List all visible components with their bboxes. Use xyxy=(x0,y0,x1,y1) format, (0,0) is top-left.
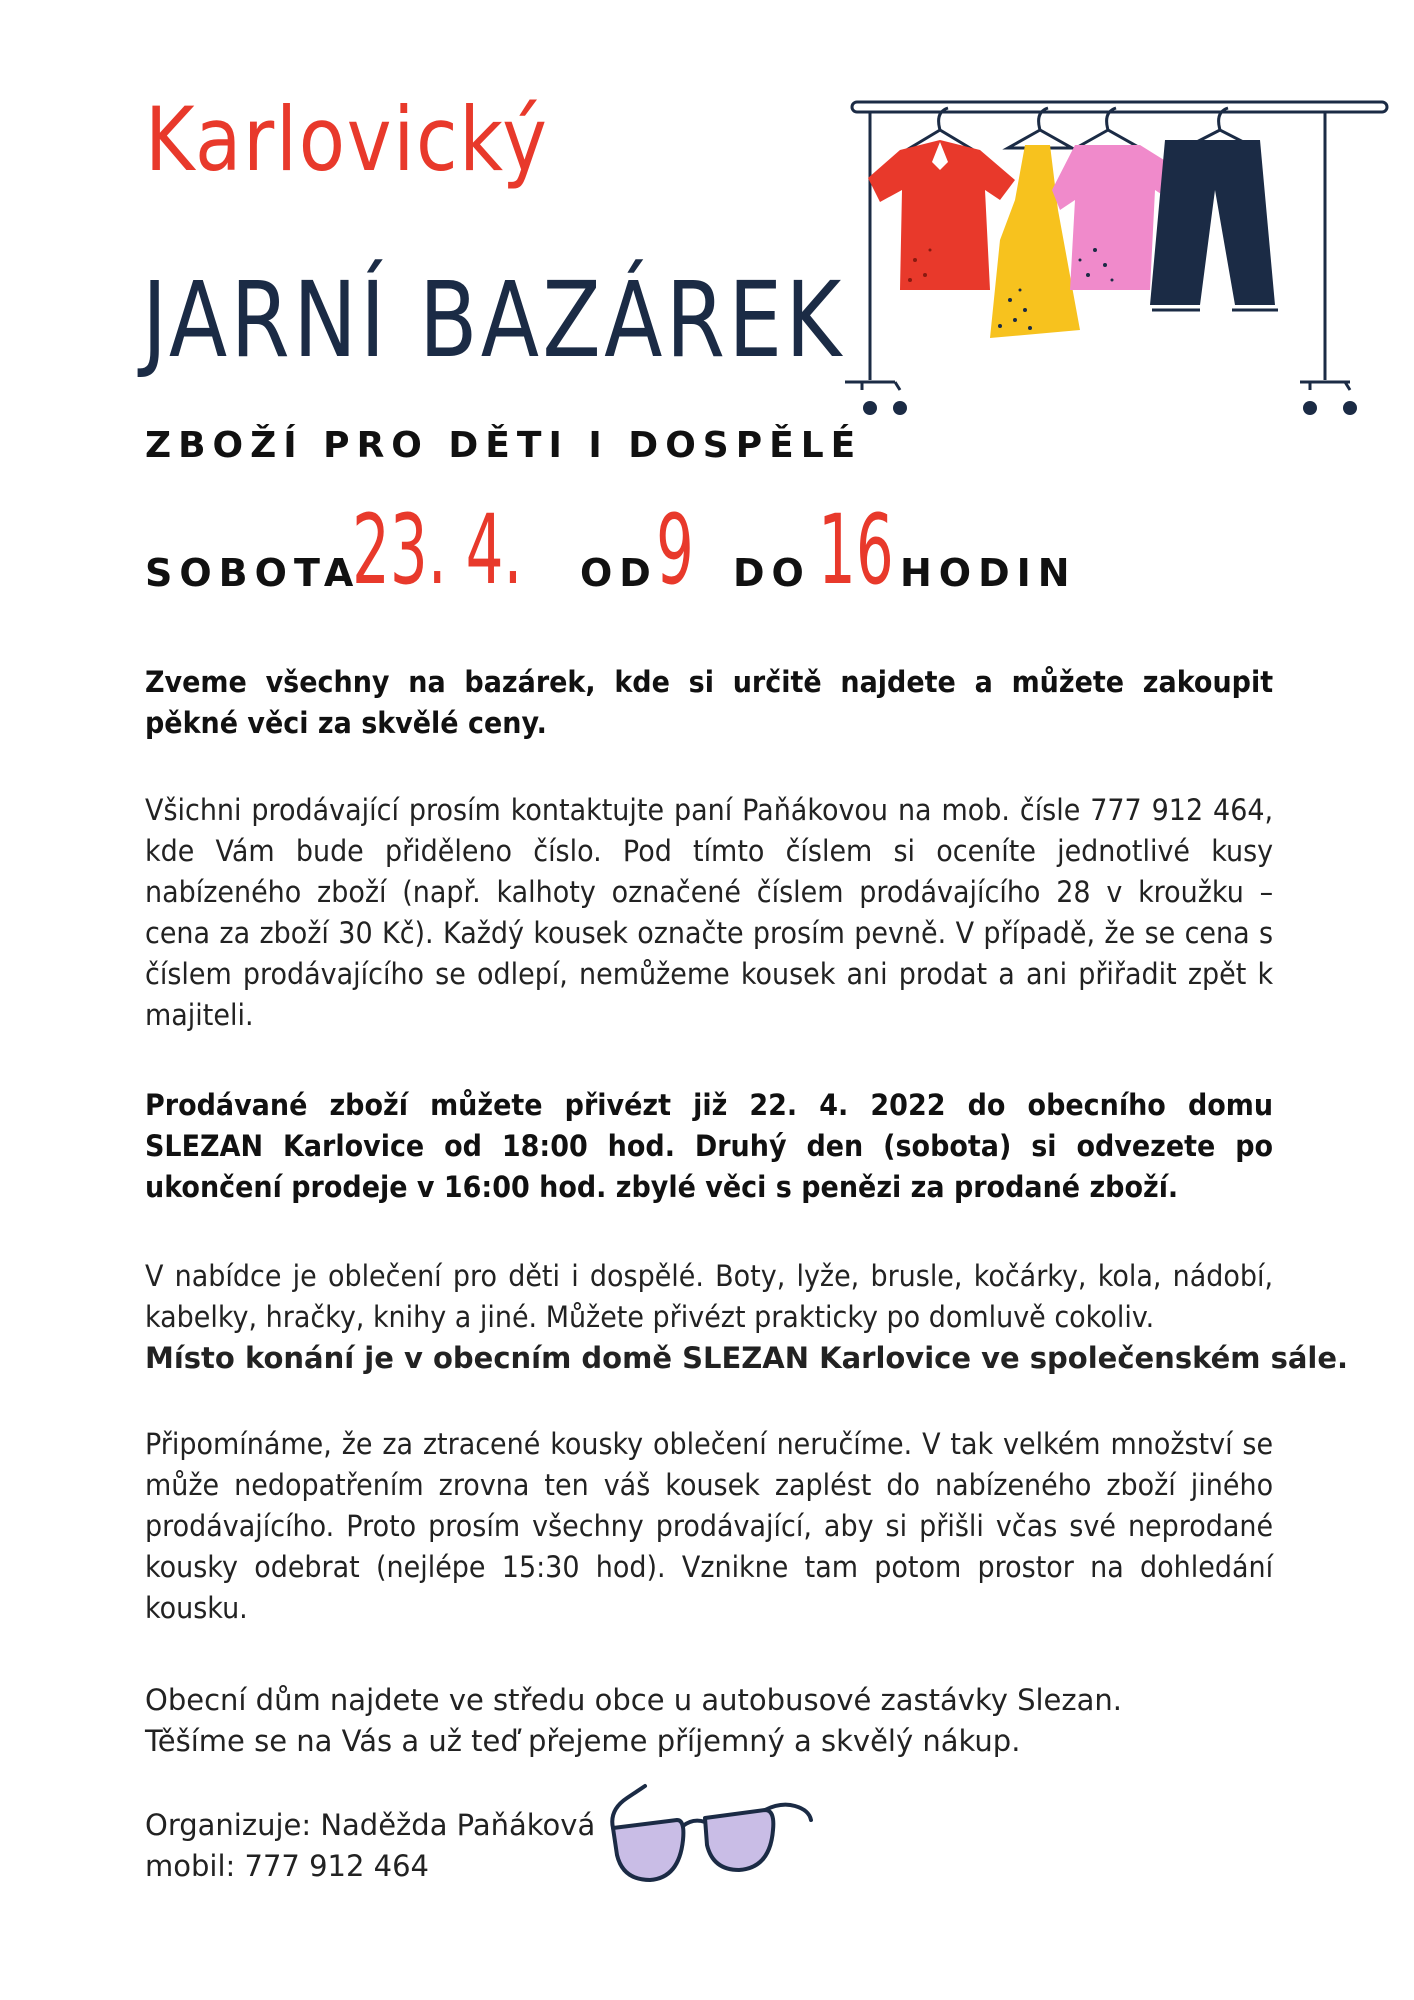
subtitle: ZBOŽÍ PRO DĚTI I DOSPĚLÉ xyxy=(145,425,863,466)
day-label: SOBOTA xyxy=(145,551,361,595)
from-hour: 9 xyxy=(656,494,694,606)
delivery-paragraph: Prodávané zboží můžete přivézt již 22. 4. 2022 do obecního domu SLEZAN Karlovice od 18:00 hod. Druhý den (sobota) si odvezete po ukončení prodeje v 16:00 hod. zbylé věci s penězi za prodané zboží. xyxy=(145,1088,1274,1204)
hours-label: HODIN xyxy=(900,551,1077,595)
clothes-rack-icon xyxy=(840,90,1400,420)
organizer-line: Organizuje: Naděžda Paňáková xyxy=(145,1808,596,1842)
to-hour: 16 xyxy=(818,494,894,606)
phone-line: mobil: 777 912 464 xyxy=(145,1849,429,1883)
title-top: Karlovický xyxy=(145,88,549,191)
page-title: JARNÍ BAZÁREK xyxy=(142,259,845,381)
reminder-paragraph: Připomínáme, že za ztracené kousky oblečení neručíme. V tak velkém množství se může nedopatřením zrovna ten váš kousek zaplést do nabízeného zboží jiného prodávajícího. Proto prosím všechny prodávající, aby si přišli včas své neprodané kousky odebrat (nejlépe 15:30 hod). Vznikne tam potom prostor na dohledání kousku. xyxy=(145,1427,1274,1625)
from-label: OD xyxy=(580,551,658,595)
event-date: 23. 4. xyxy=(352,494,523,606)
offer-paragraph: V nabídce je oblečení pro děti i dospělé. Boty, lyže, brusle, kočárky, kola, nádobí, kabelky, hračky, knihy a jiné. Můžete přivézt prakticky po domluvě cokoliv. xyxy=(145,1259,1274,1334)
venue-note: Místo konání je v obecním domě SLEZAN Karlovice ve společenském sále. xyxy=(145,1341,1349,1375)
sellers-paragraph: Všichni prodávající prosím kontaktujte paní Paňákovou na mob. čísle 777 912 464, kde Vám bude přiděleno číslo. Pod tímto číslem si oceníte jednotlivé kusy nabízeného zboží (např. kalhoty označené číslem prodávajícího 28 v kroužku – cena za zboží 30 Kč). Každý kousek označte prosím pevně. V případě, že se cena s číslem prodávajícího se odlepí, nemůžeme kousek ani prodat a ani přiřadit zpět k majiteli. xyxy=(145,793,1274,1032)
intro-paragraph: Zveme všechny na bazárek, kde si určitě najdete a můžete zakoupit pěkné věci za skvělé ceny. xyxy=(145,665,1274,740)
wish-line: Těšíme se na Vás a už teď přejeme příjemný a skvělý nákup. xyxy=(145,1724,1021,1758)
to-label: DO xyxy=(733,551,811,595)
location-line: Obecní dům najdete ve středu obce u autobusové zastávky Slezan. xyxy=(145,1683,1122,1717)
glasses-icon xyxy=(605,1780,815,1900)
